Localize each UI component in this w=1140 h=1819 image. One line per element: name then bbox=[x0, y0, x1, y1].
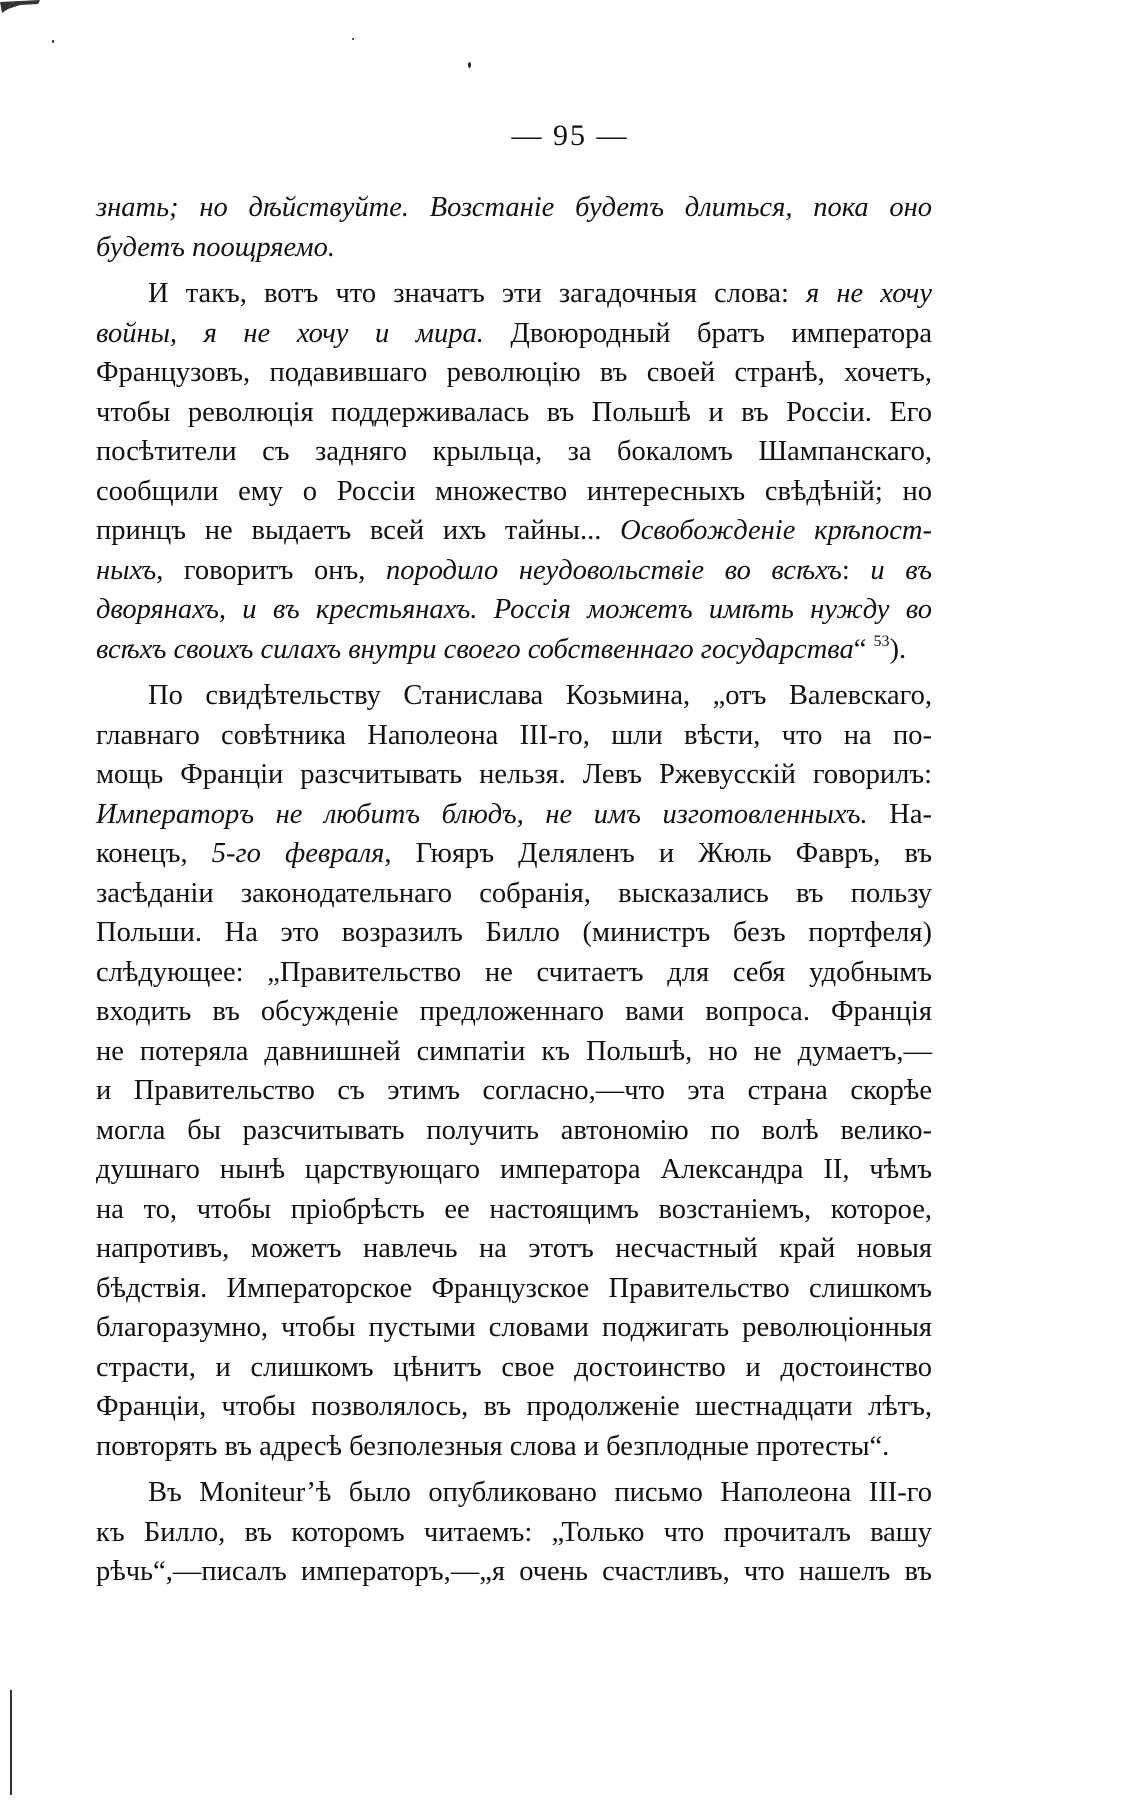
text-line bbox=[96, 992, 932, 1032]
text-run: главнаго совѣтника Наполеона III-го, шли вѣсти, что на по- bbox=[96, 719, 932, 751]
text-line bbox=[96, 676, 932, 716]
text-run: и Правительство съ этимъ согласно,—что эта страна скорѣе bbox=[96, 1075, 932, 1106]
italic-text: Освобожденіе крѣпост- bbox=[620, 515, 932, 546]
text-line bbox=[96, 1190, 932, 1230]
text-run: конецъ, bbox=[96, 838, 212, 869]
text-line bbox=[96, 1348, 932, 1388]
text-line bbox=[96, 511, 932, 551]
italic-text: всѣхъ своихъ силахъ внутри своего собственнаго государства bbox=[96, 633, 854, 665]
text-run: благоразумно, чтобы пустыми словами поджигать революціонныя bbox=[96, 1312, 932, 1343]
text-run: , говоритъ онъ, bbox=[156, 554, 386, 586]
text-line bbox=[96, 1473, 932, 1513]
italic-text: знать; но дѣйствуйте. Возстаніе будетъ длиться, пока оно bbox=[96, 192, 932, 223]
text-line bbox=[96, 314, 932, 354]
text-line bbox=[96, 353, 932, 393]
paragraph-gap bbox=[96, 669, 932, 676]
text-run: , Гюяръ Деляленъ и Жюль Фавръ, въ bbox=[384, 838, 932, 869]
text-line bbox=[96, 874, 932, 914]
italic-text: 5-го февраля bbox=[211, 838, 385, 869]
text-run: слѣдующее: „Правительство не считаетъ для себя удобнымъ bbox=[96, 956, 932, 988]
text-run: засѣданіи законодательнаго собранія, высказались въ пользу bbox=[96, 877, 932, 909]
text-run: входить въ обсужденіе предложеннаго вами вопроса. Франція bbox=[96, 996, 932, 1027]
text-run: къ Билло, въ которомъ читаемъ: „Только что прочиталъ вашу bbox=[96, 1516, 932, 1548]
text-line bbox=[96, 274, 932, 314]
text-line bbox=[96, 472, 932, 512]
text-run: на то, чтобы пріобрѣсть ее настоящимъ возстаніемъ, которое, bbox=[96, 1193, 932, 1225]
text-run: принцъ не выдаетъ всей ихъ тайны... bbox=[96, 515, 621, 546]
text-run: страсти, и слишкомъ цѣнитъ свое достоинство и достоинство bbox=[96, 1351, 932, 1383]
text-line bbox=[96, 755, 932, 795]
text-line bbox=[96, 551, 932, 591]
text-line bbox=[96, 432, 932, 472]
text-line bbox=[96, 913, 932, 953]
text-line bbox=[96, 228, 932, 268]
text-line bbox=[96, 1427, 932, 1467]
text-line bbox=[96, 1308, 932, 1348]
text-line bbox=[96, 1032, 932, 1072]
italic-text: дворянахъ, и въ крестьянахъ. Россія можетъ имѣть нужду во bbox=[96, 594, 932, 625]
text-line bbox=[96, 1111, 932, 1151]
text-run: На- bbox=[867, 798, 932, 830]
scan-speck bbox=[468, 62, 471, 68]
paragraph-gap bbox=[96, 267, 932, 274]
text-run: : bbox=[841, 554, 871, 586]
text-run: посѣтители съ задняго крыльца, за бокаломъ Шампанскаго, bbox=[96, 436, 932, 467]
text-line bbox=[96, 795, 932, 835]
text-run: чтобы революція поддерживалась въ Польшѣ и въ Россіи. Его bbox=[96, 396, 932, 428]
body-text bbox=[96, 188, 932, 1592]
text-run: Французовъ, подавившаго революцію въ своей странѣ, хочетъ, bbox=[96, 357, 932, 388]
text-run: ). bbox=[889, 633, 907, 665]
text-run: мощь Франціи разсчитывать нельзя. Левъ Ржевусскій говорилъ: bbox=[96, 759, 932, 790]
scan-speck bbox=[52, 40, 54, 43]
text-line bbox=[96, 1071, 932, 1111]
text-run: Въ Moniteur’ѣ было опубликовано письмо Наполеона III-го bbox=[148, 1477, 932, 1508]
text-line bbox=[96, 1269, 932, 1309]
italic-text: ныхъ bbox=[96, 554, 157, 586]
text-line bbox=[96, 716, 932, 756]
italic-text: породило неудовольствіе во всѣхъ bbox=[385, 554, 842, 586]
text-line bbox=[96, 1513, 932, 1553]
text-line bbox=[96, 590, 932, 630]
text-run: душнаго нынѣ царствующаго императора Александра II, чѣмъ bbox=[96, 1154, 932, 1185]
page-number: — 95 — bbox=[511, 119, 629, 152]
italic-text: Императоръ не любитъ блюдъ, не имъ изготовленныхъ. bbox=[96, 798, 868, 830]
text-run: сообщили ему о Россіи множество интересныхъ свѣдѣній; но bbox=[96, 475, 932, 507]
text-line bbox=[96, 1150, 932, 1190]
text-run: “ bbox=[853, 633, 874, 665]
scan-corner-mark bbox=[0, 0, 44, 14]
text-run: И такъ, вотъ что значатъ эти загадочныя слова: bbox=[148, 278, 807, 309]
text-run: не потеряла давнишней симпатіи къ Польшѣ, но не думаетъ,— bbox=[96, 1035, 932, 1067]
text-line bbox=[96, 393, 932, 433]
paragraph-gap bbox=[96, 1466, 932, 1473]
text-run: бѣдствія. Императорское Французское Правительство слишкомъ bbox=[96, 1272, 932, 1304]
scan-edge-mark bbox=[10, 1690, 12, 1795]
text-run: Франціи, чтобы позволялось, въ продолженіе шестнадцати лѣтъ, bbox=[96, 1391, 932, 1422]
text-line bbox=[96, 953, 932, 993]
text-line bbox=[96, 188, 932, 228]
text-line bbox=[96, 1229, 932, 1269]
italic-text: будетъ поощряемо. bbox=[96, 231, 335, 263]
text-run: рѣчь“,—писалъ императоръ,—„я очень счастливъ, что нашелъ въ bbox=[96, 1556, 932, 1587]
italic-text: я не хочу bbox=[806, 278, 932, 309]
text-line bbox=[96, 630, 932, 670]
text-run: Польши. На это возразилъ Билло (министръ безъ портфеля) bbox=[96, 917, 932, 948]
text-line bbox=[96, 834, 932, 874]
italic-text: войны, я не хочу и мира. bbox=[96, 317, 484, 349]
italic-text: и въ bbox=[870, 554, 933, 586]
text-run: повторять въ адресѣ безполезныя слова и безплодные протесты“. bbox=[96, 1430, 890, 1462]
footnote-ref: 53 bbox=[873, 632, 890, 650]
text-run: По свидѣтельству Станислава Козьмина, „отъ Валевскаго, bbox=[148, 680, 932, 711]
text-run: могла бы разсчитывать получить автономію по волѣ велико- bbox=[96, 1114, 932, 1146]
text-run: Двоюродный братъ императора bbox=[483, 317, 932, 349]
scan-speck bbox=[352, 38, 354, 40]
text-run: напротивъ, можетъ навлечь на этотъ несчастный край новыя bbox=[96, 1233, 932, 1264]
text-line bbox=[96, 1552, 932, 1592]
text-line bbox=[96, 1387, 932, 1427]
